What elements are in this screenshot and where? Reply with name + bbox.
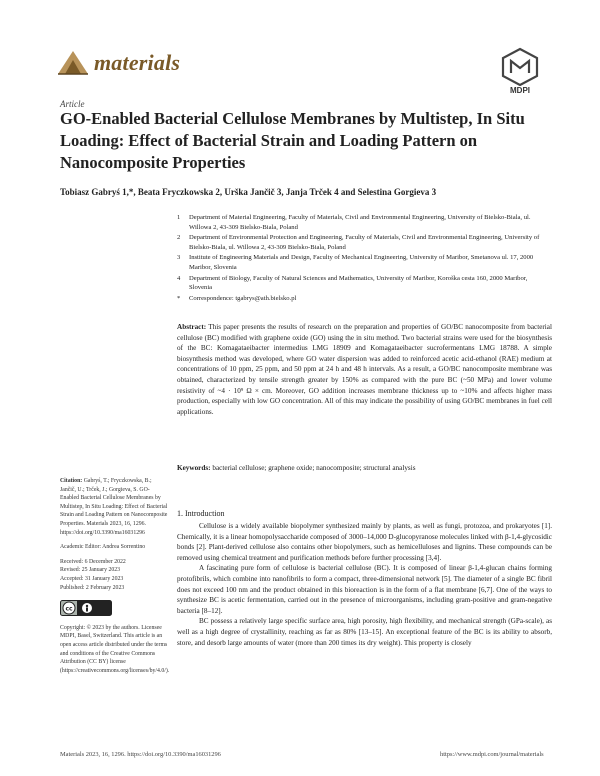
affiliation-number: 4 (177, 274, 181, 282)
paper-title: GO-Enabled Bacterial Cellulose Membranes by Multistep, In Situ Loading: Effect of Bacterial Strain and Loading Pattern on Nanocomposite Properties (60, 109, 525, 172)
affiliations (177, 213, 552, 304)
abstract-label: Abstract: (177, 323, 207, 331)
section-heading-introduction: 1. Introduction (177, 509, 225, 518)
journal-logo-icon (56, 48, 90, 78)
keywords-label: Keywords: (177, 464, 211, 472)
keywords-text: bacterial cellulose; graphene oxide; nanocomposite; structural analysis (212, 464, 416, 472)
affiliation-number: 2 (177, 234, 181, 242)
footer-journal-url[interactable]: https://www.mdpi.com/journal/materials (440, 751, 544, 758)
abstract (177, 322, 552, 417)
affiliation-text: Department of Environmental Protection and Engineering, Faculty of Materials, Civil and Environmental Engineering, University of Bielsko-Biala, ul. Willowa 2, 43-309 Bielsko-Biala, Poland (189, 234, 540, 251)
paragraph: A fascinating pure form of cellulose is bacterial cellulose (BC). It is composed of linear β-1,4-glucan chains forming protofibrils, which combine into nanofibrils to form a compact, three-dimensional network [5]. The diameter of a single BC fibril does not exceed 100 nm and the product obtained in this bioreaction is in the form of a flat membrane [6,7]. One of the ways to synthesize BC is acetic fermentation, carried out in the presence of microorganisms, including gram-positive and gram-negative bacteria [8–12]. (177, 564, 552, 615)
received-date: Received: 6 December 2022 (60, 558, 126, 565)
affiliation-number: 3 (177, 254, 181, 262)
cc-by-license-icon[interactable] (60, 600, 112, 616)
affiliation-item (177, 213, 552, 232)
accepted-date: Accepted: 31 January 2023 (60, 575, 124, 582)
keywords (177, 463, 552, 473)
citation-block (60, 477, 168, 537)
svg-text:cc: cc (65, 605, 73, 613)
correspondence-marker: * (177, 294, 181, 302)
academic-editor: Academic Editor: Andrea Sorrentino (60, 544, 146, 551)
citation-label: Citation: (60, 478, 83, 484)
correspondence (177, 294, 552, 304)
affiliation-item (177, 233, 552, 252)
copyright-notice (60, 624, 168, 676)
affiliation-item (177, 274, 552, 293)
affiliation-item (177, 253, 552, 272)
copyright-text: Copyright: © 2023 by the authors. Licensee MDPI, Basel, Switzerland. This article is an open access article distributed under the terms and conditions of the Creative Commons Attribution (CC BY) license (https://creativecommons.org/licenses/by/4.0/). (60, 624, 170, 674)
affiliation-text: Department of Material Engineering, Faculty of Materials, Civil and Environmental Engineering, University of Bielsko-Biala, ul. Willowa 2, 43-309 Bielsko-Biala, Poland (189, 214, 531, 231)
sidebar (60, 477, 168, 681)
publisher-name: MDPI (510, 86, 530, 95)
citation-text[interactable]: Gabryś, T.; Fryczkowska, B.; Jančič, U.; Trček, J.; Gorgieva, S. GO-Enabled Bacterial Cellulose Membranes by Multistep, In Situ Loading: Effect of Bacterial Strain and Loading Pattern on Nanocomposite Properties. Materials 2023, 16, 1296. https://doi.org/10.3390/ma16031296 (60, 478, 168, 536)
affiliation-text: Institute of Engineering Materials and Design, Faculty of Mechanical Engineering, University of Maribor, Smetanova ul. 17, 2000 Maribor, Slovenia (189, 254, 534, 271)
paragraph: BC possess a relatively large specific surface area, high porosity, high flexibility, and mechanical strength (GPa-scale), as well as a high degree of crystallinity, reaching as far as 80% [13–15]. An exceptional feature of the BC is its ability to absorb, store, and desorb large amounts of water (more than 200 times its dry weight). This property is closely (177, 617, 552, 647)
correspondence-email[interactable]: Correspondence: tgabrys@ath.bielsko.pl (189, 294, 297, 302)
revised-date: Revised: 25 January 2023 (60, 567, 121, 574)
article-type: Article (60, 99, 85, 109)
abstract-text: This paper presents the results of research on the preparation and properties of GO/BC nanocomposite from bacterial cellulose (BC) modified with graphene oxide (GO) using the in situ method. Two bacterial strains were used for the biosynthesis of the BC: Komagataeibacter intermedius LMG 18909 and Komagataeibacter sucrofermentans LMG 18788. A simple biosynthesis method was developed, where GO water dispersion was added to reinforced acetic acid-ethanol (RAE) medium at concentrations of 10 ppm, 25 ppm, and 50 ppm at 24 h and 48 h intervals. As a result, a GO/BC nanocomposite membrane was obtained, characterized by tensile strength greater by 150% as compared with the pure BC (~50 MPa) and lower volume resistivity of ~4 · 10⁹ Ω × cm. Moreover, GO addition increases membrane thickness up to ~10% and affects higher mass production, especially with low GO concentration. All of this may indicate the possibility of using GO/BC membranes in fuel cell applications. (177, 323, 552, 416)
introduction-body (177, 521, 552, 648)
author-list: Tobiasz Gabryś 1,*, Beata Fryczkowska 2, Urška Jančič 3, Janja Trček 4 and Selestina Gorgieva 3 (60, 187, 437, 197)
dates-block (60, 558, 168, 592)
published-date: Published: 2 February 2023 (60, 584, 125, 591)
paragraph: Cellulose is a widely available biopolymer synthesized mainly by plants, as well as fungi, protozoa, and prokaryotes [1]. Chemically, it is a linear homopolysaccharide composed of 3000–14,000 D-glucopyranose molecules linked with β-1,4-glycosidic bonds [2]. Plant-derived cellulose also contains other biopolymers, such as hemicelluloses and lignins. These compounds can be removed using chemical treatment and purification methods before further processing [3,4]. (177, 522, 552, 562)
affiliation-text: Department of Biology, Faculty of Natural Sciences and Mathematics, University of Maribor, Koroška cesta 160, 2000 Maribor, Slovenia (189, 274, 528, 292)
mdpi-logo-icon[interactable] (498, 46, 542, 86)
footer-citation[interactable]: Materials 2023, 16, 1296. https://doi.org/10.3390/ma16031296 (60, 751, 221, 758)
affiliation-number: 1 (177, 214, 181, 221)
journal-name: materials (94, 50, 181, 75)
